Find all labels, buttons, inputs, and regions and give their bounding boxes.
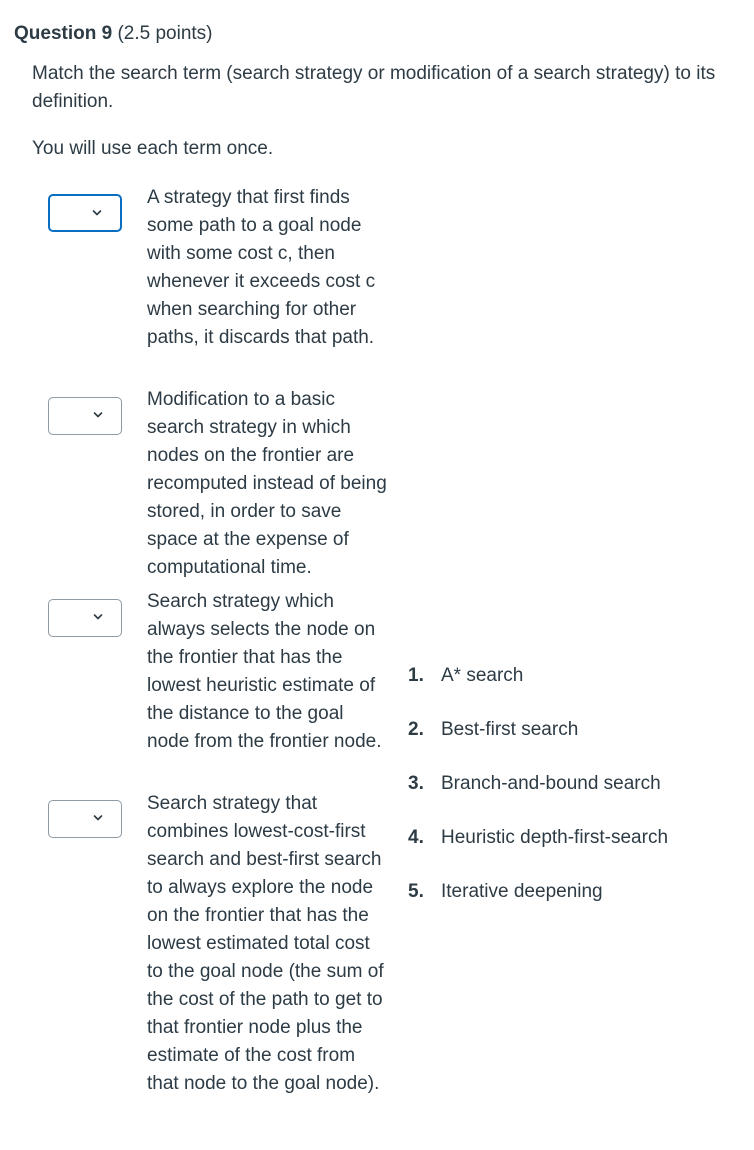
answer-choice (408, 662, 668, 716)
answer-choice (408, 770, 668, 824)
match-select-3[interactable] (48, 599, 122, 637)
match-select-1[interactable] (48, 194, 122, 232)
answer-choices-list (408, 662, 668, 932)
answer-choice (408, 716, 668, 770)
match-select-4[interactable] (48, 800, 122, 838)
answer-number: 1. (408, 665, 424, 686)
chevron-down-icon (92, 209, 102, 217)
answer-label: Best-first search (441, 719, 579, 740)
question-instructions: Match the search term (search strategy or modification of a search strategy) to its definition. (32, 63, 716, 112)
definition-3: Search strategy which always selects the node on the frontier that has the lowest heuristic estimate of the distance to the goal node from the frontier node. (147, 591, 382, 752)
question-title: Question 9 (14, 23, 113, 44)
definition-1: A strategy that first finds some path to a goal node with some cost c, then whenever it exceeds cost c when searching for other paths, it discards that path. (147, 187, 376, 348)
answer-label: Branch-and-bound search (441, 773, 661, 794)
answer-choice (408, 824, 668, 878)
answer-number: 5. (408, 881, 424, 902)
question-note: You will use each term once. (32, 138, 274, 159)
answer-number: 4. (408, 827, 424, 848)
definition-2: Modification to a basic search strategy in which nodes on the frontier are recomputed instead of being stored, in order to save space at the expense of computational time. (147, 389, 387, 578)
answer-number: 3. (408, 773, 424, 794)
match-select-2[interactable] (48, 397, 122, 435)
answer-choice (408, 878, 668, 932)
chevron-down-icon (93, 814, 103, 822)
answer-label: Heuristic depth-first-search (441, 827, 669, 848)
definition-4: Search strategy that combines lowest-cost-first search and best-first search to always explore the node on the frontier that has the lowest estimated total cost to the goal node (the sum of the cost of the path to get to that frontier node plus the estimate of the cost from that node to the goal node). (147, 793, 384, 1094)
answer-number: 2. (408, 719, 424, 740)
answer-label: Iterative deepening (441, 881, 603, 902)
question-header (14, 22, 213, 46)
answer-label: A* search (441, 665, 524, 686)
question-points: (2.5 points) (112, 23, 213, 44)
chevron-down-icon (93, 613, 103, 621)
chevron-down-icon (93, 411, 103, 419)
